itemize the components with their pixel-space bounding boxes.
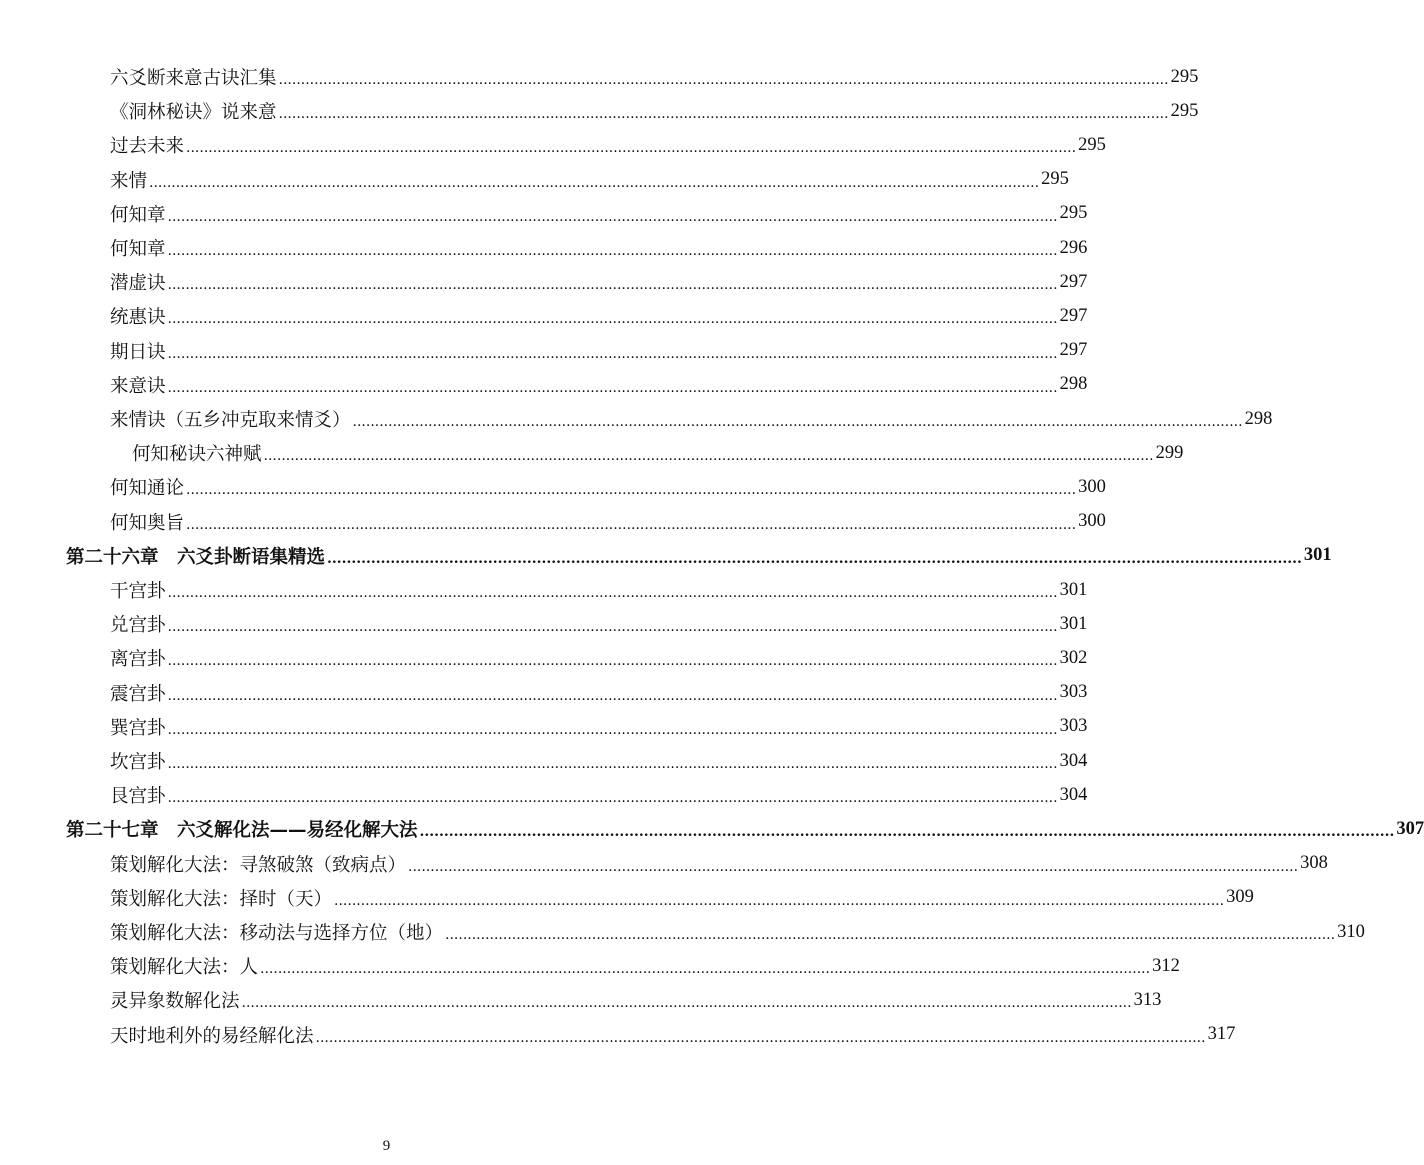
- dot-leader: ........................................................................................................................................................................................................: [149, 174, 1040, 191]
- toc-entry-title: 策划解化大法：寻煞破煞（致病点）: [110, 854, 407, 876]
- toc-entry-title: 何知奥旨: [110, 512, 185, 534]
- toc-entry-title: 《洞林秘诀》说来意: [110, 102, 277, 124]
- toc-entry[interactable]: [110, 712, 1088, 742]
- toc-entry[interactable]: [110, 507, 1106, 537]
- toc-entry[interactable]: [110, 96, 1199, 126]
- toc-entry-title: 艮宫卦: [110, 786, 166, 808]
- toc-entry-page: 295: [1170, 100, 1199, 121]
- toc-entry-title: 何知章: [110, 204, 166, 226]
- toc-entry-title: 离宫卦: [110, 649, 166, 671]
- dot-leader: ........................................................................................................................................................................................................: [167, 379, 1058, 396]
- dot-leader: ........................................................................................................................................................................................................: [167, 790, 1058, 807]
- toc-entry-title: 过去未来: [110, 136, 185, 158]
- toc-entry-page: 295: [1170, 66, 1199, 87]
- toc-entry[interactable]: [110, 780, 1088, 810]
- dot-leader: ........................................................................................................................................................................................................: [352, 414, 1243, 430]
- dot-leader: ........................................................................................................................................................................................................: [167, 208, 1058, 225]
- toc-entry-page: 317: [1207, 1024, 1236, 1045]
- toc-entry-page: 301: [1059, 579, 1088, 600]
- toc-entry-page: 297: [1059, 271, 1088, 292]
- toc-entry[interactable]: [110, 883, 1254, 913]
- toc-entry-page: 303: [1059, 682, 1088, 703]
- dot-leader: ........................................................................................................................................................................................................: [167, 243, 1058, 259]
- toc-entry-page: 296: [1059, 237, 1088, 258]
- toc-entry-page: 298: [1059, 374, 1088, 395]
- toc-entry-page: 302: [1059, 647, 1088, 668]
- toc-entry-page: 313: [1133, 989, 1162, 1010]
- toc-entry-page: 304: [1059, 750, 1088, 771]
- dot-leader: ........................................................................................................................................................................................................: [315, 1029, 1206, 1046]
- toc-entry-title: 何知章: [110, 239, 166, 260]
- dot-leader: ........................................................................................................................................................................................................: [260, 961, 1151, 978]
- toc-entry[interactable]: [110, 609, 1088, 639]
- dot-leader: ........................................................................................................................................................................................................: [278, 72, 1169, 88]
- toc-entry[interactable]: [110, 301, 1088, 331]
- toc-entry[interactable]: [110, 130, 1106, 160]
- toc-entry[interactable]: [110, 404, 1273, 434]
- dot-leader: ........................................................................................................................................................................................................: [186, 482, 1077, 499]
- toc-entry[interactable]: [110, 951, 1180, 981]
- dot-leader: ........................................................................................................................................................................................................: [167, 687, 1058, 704]
- toc-entry[interactable]: [110, 199, 1088, 229]
- dot-leader: ........................................................................................................................................................................................................: [241, 995, 1132, 1012]
- toc-entry-page: 310: [1337, 921, 1365, 942]
- toc-entry-page: 301: [1303, 545, 1332, 566]
- dot-leader: ........................................................................................................................................................................................................: [167, 311, 1058, 328]
- toc-entry[interactable]: [110, 62, 1199, 92]
- toc-entry-title: 坎宫卦: [110, 752, 166, 773]
- dot-leader: ........................................................................................................................................................................................................: [167, 585, 1058, 601]
- dot-leader: ........................................................................................................................................................................................................: [278, 106, 1169, 123]
- toc-entry[interactable]: [110, 233, 1088, 263]
- toc-entry-title: 何知通论: [110, 478, 185, 500]
- page-number: 9: [382, 1138, 391, 1154]
- toc-entry-title: 来意诀: [110, 375, 166, 397]
- toc-entry[interactable]: [110, 336, 1088, 366]
- toc-entry-title: 来情诀（五乡冲克取来情爻）: [110, 410, 351, 431]
- toc-chapter-entry[interactable]: [66, 814, 1424, 844]
- toc-entry[interactable]: [110, 1020, 1236, 1050]
- dot-leader: ........................................................................................................................................................................................................: [167, 619, 1058, 636]
- toc-entry-title: 六爻断来意古诀汇集: [110, 68, 277, 89]
- toc-entry-title: 策划解化大法：择时（天）: [110, 888, 333, 910]
- toc-entry-title: 灵异象数解化法: [110, 991, 240, 1013]
- dot-leader: ........................................................................................................................................................................................................: [186, 140, 1077, 157]
- toc-entry-title: 何知秘诀六神赋: [132, 444, 262, 466]
- toc-entry-page: 307: [1396, 818, 1424, 839]
- dot-leader: ........................................................................................................................................................................................................: [167, 756, 1058, 772]
- toc-entry-title: 第二十七章 六爻解化法——易经化解大法: [66, 820, 418, 842]
- dot-leader: ........................................................................................................................................................................................................: [445, 927, 1336, 943]
- toc-entry-page: 298: [1244, 408, 1273, 429]
- dot-leader: ........................................................................................................................................................................................................: [167, 721, 1058, 738]
- toc-entry-title: 统惠诀: [110, 307, 166, 329]
- toc-entry[interactable]: [110, 165, 1069, 195]
- toc-entry-page: 303: [1059, 716, 1088, 737]
- toc-entry-title: 干宫卦: [110, 581, 166, 602]
- toc-entry-page: 295: [1041, 169, 1069, 190]
- toc-entry-title: 潜虚诀: [110, 273, 166, 295]
- dot-leader: ........................................................................................................................................................................................................: [186, 516, 1077, 533]
- toc-entry[interactable]: [110, 643, 1088, 673]
- toc-entry[interactable]: [132, 438, 1184, 468]
- toc-entry[interactable]: [110, 678, 1088, 708]
- toc-entry-title: 巽宫卦: [110, 717, 166, 739]
- toc-entry[interactable]: [110, 575, 1088, 605]
- dot-leader: ........................................................................................................................................................................................................: [167, 277, 1058, 294]
- toc-entry-page: 308: [1300, 853, 1328, 874]
- toc-entry-page: 297: [1059, 305, 1088, 326]
- toc-entry[interactable]: [110, 849, 1328, 879]
- toc-entry[interactable]: [110, 370, 1088, 400]
- toc-entry-page: 309: [1226, 887, 1254, 908]
- toc-entry-page: 299: [1155, 442, 1184, 463]
- toc-entry[interactable]: [110, 746, 1088, 776]
- toc-entry-title: 策划解化大法：移动法与选择方位（地）: [110, 923, 444, 944]
- toc-entry-title: 兑宫卦: [110, 615, 166, 637]
- toc-entry-title: 震宫卦: [110, 683, 166, 705]
- toc-entry-page: 300: [1078, 511, 1106, 532]
- toc-entry-title: 天时地利外的易经解化法: [110, 1025, 314, 1047]
- toc-entry[interactable]: [110, 472, 1106, 502]
- toc-entry-page: 301: [1059, 613, 1088, 634]
- toc-entry-title: 来情: [110, 170, 148, 192]
- toc-entry-title: 第二十六章 六爻卦断语集精选: [66, 546, 326, 568]
- toc-entry[interactable]: [110, 267, 1088, 297]
- toc-entry-page: 295: [1059, 203, 1088, 224]
- toc-entry-title: 策划解化大法：人: [110, 957, 259, 979]
- toc-entry-page: 312: [1152, 955, 1180, 976]
- toc-entry[interactable]: [110, 985, 1162, 1015]
- dot-leader: ........................................................................................................................................................................................................: [327, 550, 1302, 567]
- dot-leader: ........................................................................................................................................................................................................: [167, 345, 1058, 362]
- toc-chapter-entry[interactable]: [66, 541, 1332, 571]
- toc-entry-page: 300: [1078, 476, 1106, 497]
- dot-leader: ........................................................................................................................................................................................................: [334, 892, 1225, 909]
- toc-entry-page: 297: [1059, 340, 1088, 361]
- dot-leader: ........................................................................................................................................................................................................: [419, 824, 1395, 841]
- dot-leader: ........................................................................................................................................................................................................: [408, 858, 1299, 875]
- toc-entry-page: 304: [1059, 784, 1088, 805]
- toc-entry-title: 期日诀: [110, 341, 166, 363]
- dot-leader: ........................................................................................................................................................................................................: [263, 448, 1154, 465]
- toc-entry-page: 295: [1078, 134, 1106, 155]
- toc-entry[interactable]: [110, 917, 1365, 947]
- dot-leader: ........................................................................................................................................................................................................: [167, 653, 1058, 670]
